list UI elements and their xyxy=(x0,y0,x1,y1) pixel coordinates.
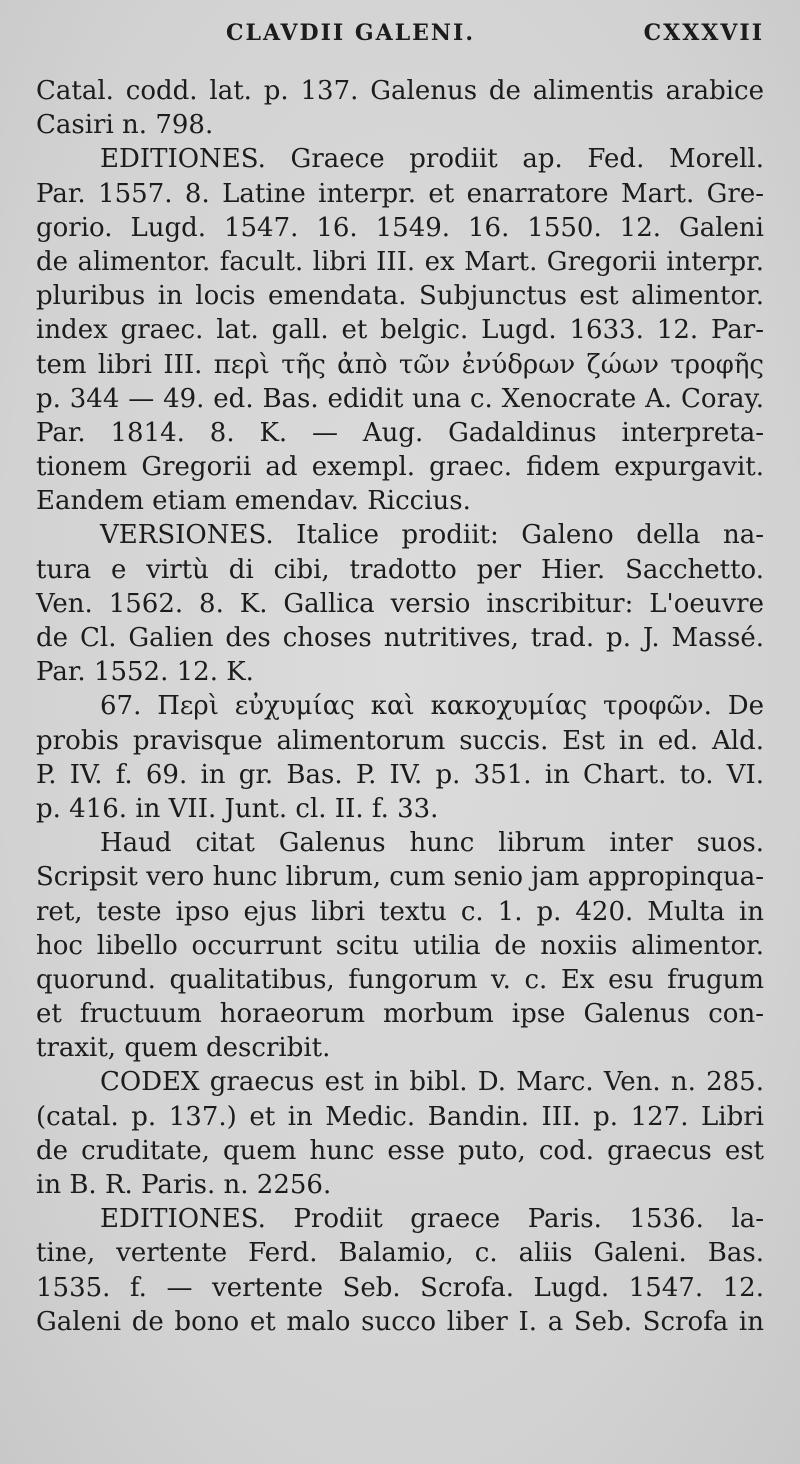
text-line: traxit, quem describit. xyxy=(36,1033,331,1064)
text-line: (catal. p. 137.) et in Medic. Bandin. III. p. 127. Libri xyxy=(36,1101,764,1132)
text-line: gorio. Lugd. 1547. 16. 1549. 16. 1550. 12. Galeni xyxy=(36,212,764,243)
text-line: Scripsit vero hunc librum, cum senio jam appropinqua- xyxy=(36,862,764,893)
text-line: Eandem etiam emendav. Riccius. xyxy=(36,486,471,517)
text-line: quorund. qualitatibus, fungorum v. c. Ex esu frugum xyxy=(36,964,764,995)
text-line: Catal. codd. lat. p. 137. Galenus de alimentis arabice xyxy=(36,76,764,106)
text-line: Par. 1557. 8. Latine interpr. et enarratore Mart. Gre- xyxy=(36,178,764,209)
text-line: de alimentor. facult. libri III. ex Mart. Gregorii interpr. xyxy=(36,246,764,277)
text-line: et fructuum horaeorum morbum ipse Galenus con- xyxy=(36,999,764,1030)
running-title: CLAVDII GALENI. xyxy=(226,20,475,46)
text-line: tura e virtù di cibi, tradotto per Hier. Sacchetto. xyxy=(36,554,764,585)
text-line: probis pravisque alimentorum succis. Est in ed. Ald. xyxy=(36,725,764,756)
text-line: in B. R. Paris. n. 2256. xyxy=(36,1170,332,1200)
text-line: Haud citat Galenus hunc librum inter suos. xyxy=(100,828,764,859)
text-line: Galeni de bono et malo succo liber I. a Seb. Scrofa in xyxy=(36,1306,764,1337)
text-line: 1535. f. — vertente Seb. Scrofa. Lugd. 1547. 12. xyxy=(36,1272,764,1303)
text-line: Par. 1814. 8. K. — Aug. Gadaldinus interpreta- xyxy=(36,417,764,448)
text-line: tionem Gregorii ad exempl. graec. fidem expurgavit. xyxy=(36,452,764,483)
text-line: 67. Περὶ εὐχυμίας καὶ κακοχυμίας τροφῶν. De xyxy=(100,691,764,722)
text-line: tine, vertente Ferd. Balamio, c. aliis Galeni. Bas. xyxy=(36,1238,764,1269)
text-line: Par. 1552. 12. K. xyxy=(36,657,254,688)
text-line: p. 416. in VII. Junt. cl. II. f. 33. xyxy=(36,793,439,824)
text-line: hoc libello occurrunt scitu utilia de noxiis alimentor. xyxy=(36,930,764,961)
text-line: ret, teste ipso ejus libri textu c. 1. p. 420. Multa in xyxy=(36,896,764,927)
body-text xyxy=(36,74,764,1339)
text-line: EDITIONES. Graece prodiit ap. Fed. Morell. xyxy=(100,144,764,175)
page-header xyxy=(36,20,764,64)
text-line: CODEX graecus est in bibl. D. Marc. Ven. n. 285. xyxy=(100,1067,764,1098)
text-line: Casiri n. 798. xyxy=(36,110,214,141)
text-line: EDITIONES. Prodiit graece Paris. 1536. la- xyxy=(100,1204,764,1235)
text-line: index graec. lat. gall. et belgic. Lugd. 1633. 12. Par- xyxy=(36,315,764,346)
text-line: p. 344 — 49. ed. Bas. edidit una c. Xenocrate A. Coray. xyxy=(36,383,764,414)
text-line: P. IV. f. 69. in gr. Bas. P. IV. p. 351. in Chart. to. VI. xyxy=(36,759,764,790)
page-number: CXXXVII xyxy=(643,20,764,46)
text-line: Ven. 1562. 8. K. Gallica versio inscribitur: L'oeuvre xyxy=(36,588,764,619)
text-line: pluribus in locis emendata. Subjunctus est alimentor. xyxy=(36,281,764,312)
text-line: VERSIONES. Italice prodiit: Galeno della na- xyxy=(100,520,764,551)
text-line: tem libri III. περὶ τῆς ἀπὸ τῶν ἐνύδρων ζώων τροφῆς xyxy=(36,349,764,380)
text-line: de Cl. Galien des choses nutritives, trad. p. J. Massé. xyxy=(36,623,764,653)
text-line: de cruditate, quem hunc esse puto, cod. graecus est xyxy=(36,1135,764,1166)
